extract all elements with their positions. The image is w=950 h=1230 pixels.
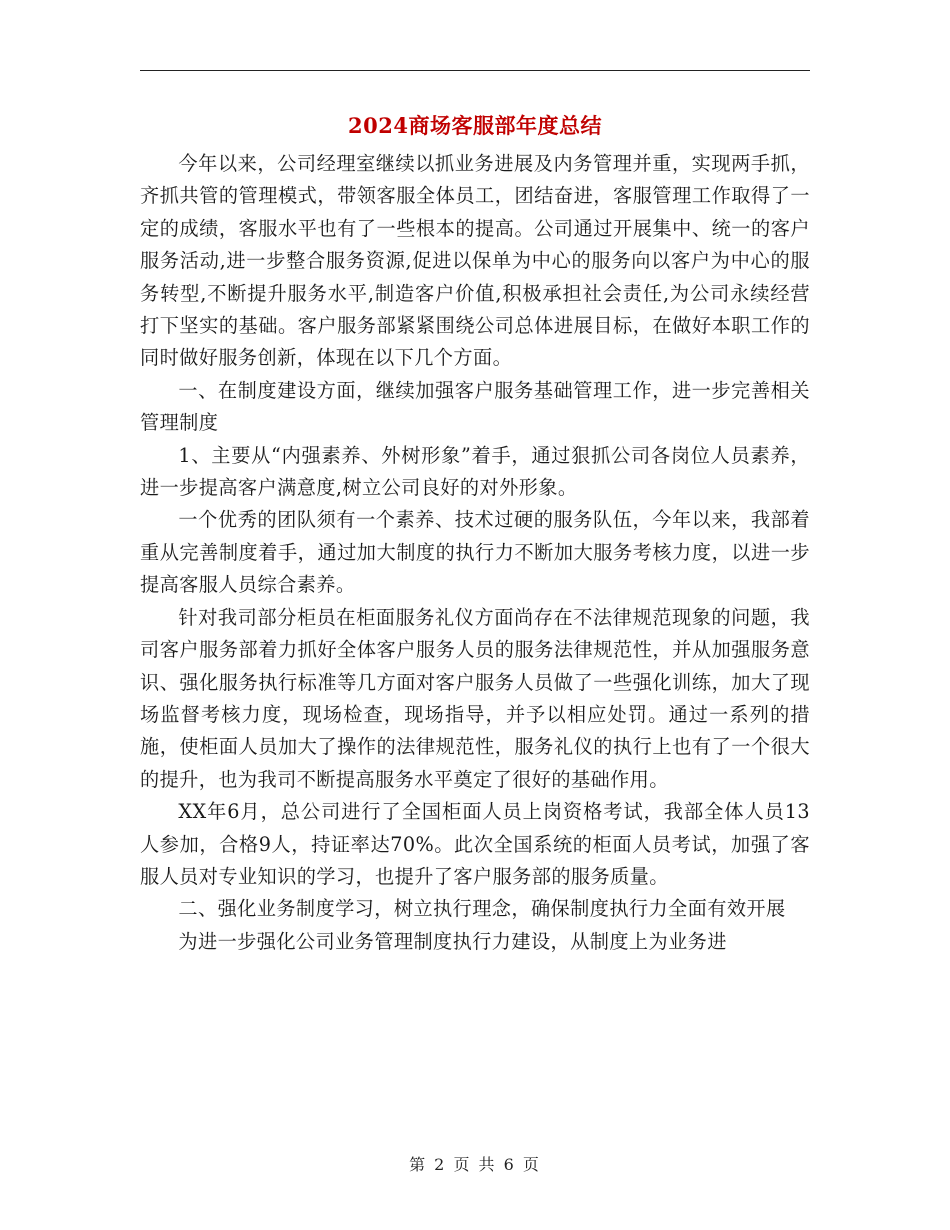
page-footer xyxy=(140,1152,810,1175)
document-title: 2024商场客服部年度总结 xyxy=(348,113,602,138)
paragraph-team: 一个优秀的团队须有一个素养、技术过硬的服务队伍，今年以来，我部着重从完善制度着手，通过加大制度的执行力不断加大服务考核力度，以进一步提高客服人员综合素养。 xyxy=(140,508,810,597)
paragraph-etiquette: 针对我司部分柜员在柜面服务礼仪方面尚存在不法律规范现象的问题，我司客户服务部着力抓好全体客户服务人员的服务法律规范性，并从加强服务意识、强化服务执行标准等几方面对客户服务人员做了一些强化训练，加大了现场监督考核力度，现场检查，现场指导，并予以相应处罚。通过一系列的措施，使柜面人员加大了操作的法律规范性，服务礼仪的执行上也有了一个很大的提升，也为我司不断提高服务水平奠定了很好的基础作用。 xyxy=(140,605,810,791)
page-number-label: 第 2 页 共 6 页 xyxy=(409,1155,541,1174)
paragraph-intro: 今年以来，公司经理室继续以抓业务进展及内务管理并重，实现两手抓，齐抓共管的管理模式，带领客服全体员工，团结奋进，客服管理工作取得了一定的成绩，客服水平也有了一些根本的提高。公司通过开展集中、统一的客户服务活动,进一步整合服务资源,促进以保单为中心的服务向以客户为中心的服务转型,不断提升服务水平,制造客户价值,积极承担社会责任,为公司永续经营打下坚实的基础。客户服务部紧紧围绕公司总体进展目标，在做好本职工作的同时做好服务创新，体现在以下几个方面。 xyxy=(140,152,810,370)
section-heading-1: 一、在制度建设方面，继续加强客户服务基础管理工作，进一步完善相关管理制度 xyxy=(140,378,810,435)
section-heading-2: 二、强化业务制度学习，树立执行理念，确保制度执行力全面有效开展 xyxy=(178,897,786,921)
paragraph-execution: 为进一步强化公司业务管理制度执行力建设，从制度上为业务进 xyxy=(178,929,727,953)
document-body xyxy=(140,148,810,958)
header-rule xyxy=(140,70,810,71)
paragraph-item-1: 1、主要从“内强素养、外树形象”着手，通过狠抓公司各岗位人员素养，进一步提高客户满意度,树立公司良好的对外形象。 xyxy=(140,443,810,500)
paragraph-exam: XX年6月，总公司进行了全国柜面人员上岗资格考试，我部全体人员13人参加，合格9人，持证率达70%。此次全国系统的柜面人员考试，加强了客服人员对专业知识的学习，也提升了客户服务部的服务质量。 xyxy=(140,800,810,888)
